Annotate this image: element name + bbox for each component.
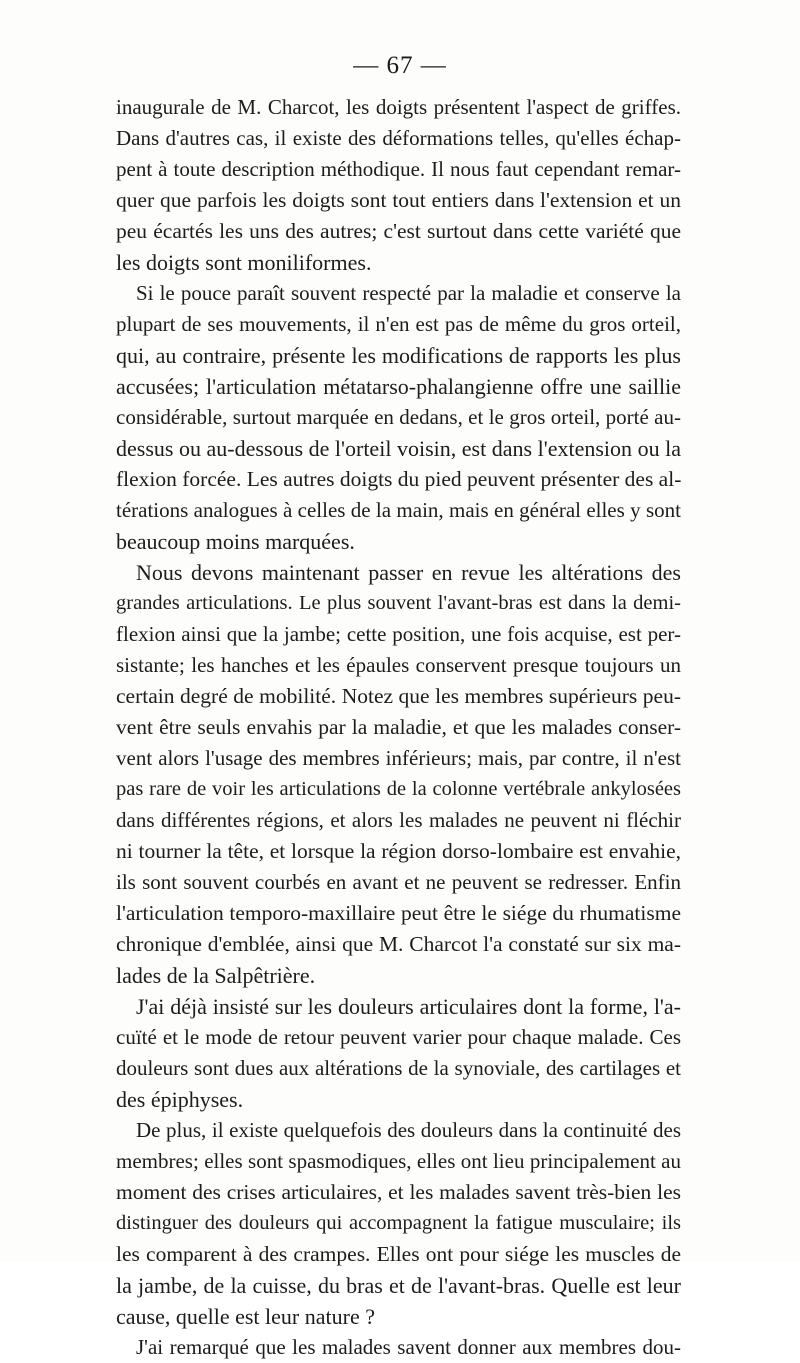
text-line: cause, quelle est leur nature ? xyxy=(116,1304,375,1329)
text-line: des épiphyses. xyxy=(116,1087,244,1112)
text-line: vent être seuls envahis par la maladie, et que les malades conser- xyxy=(116,715,681,739)
text-line: ni tourner la tête, et lorsque la région dorso-lombaire est envahie, xyxy=(116,839,681,863)
text-line: plupart de ses mouvements, il n'en est pas de même du gros orteil, xyxy=(116,312,681,336)
text-line: cuïté et le mode de retour peuvent varier pour chaque malade. Ces xyxy=(116,1025,681,1049)
text-line: vent alors l'usage des membres inférieurs; mais, par contre, il n'est xyxy=(116,746,681,770)
text-line: pent à toute description méthodique. Il nous faut cependant remar- xyxy=(116,157,681,181)
text-line: grandes articulations. Le plus souvent l'avant-bras est dans la demi- xyxy=(116,592,681,614)
text-line: flexion ainsi que la jambe; cette position, une fois acquise, est per- xyxy=(116,622,681,646)
text-line: ils sont souvent courbés en avant et ne peuvent se redresser. Enfin xyxy=(116,870,681,894)
text-line: peu écartés les uns des autres; c'est surtout dans cette variété que xyxy=(116,219,681,243)
text-line: certain degré de mobilité. Notez que les membres supérieurs peu- xyxy=(116,684,681,708)
text-line: flexion forcée. Les autres doigts du pied peuvent présenter des al- xyxy=(116,467,682,491)
text-line: chronique d'emblée, ainsi que M. Charcot l'a constaté sur six ma- xyxy=(116,932,681,956)
text-line: térations analogues à celles de la main, mais en général elles y sont xyxy=(116,498,681,522)
text-line: pas rare de voir les articulations de la colonne vertébrale ankylosées xyxy=(116,778,681,800)
text-line: J'ai remarqué que les malades savent donner aux membres dou- xyxy=(136,1335,681,1359)
text-line: considérable, surtout marquée en dedans, et le gros orteil, porté au- xyxy=(116,405,681,429)
text-line: Dans d'autres cas, il existe des déformations telles, qu'elles échap- xyxy=(116,126,681,150)
text-line: sistante; les hanches et les épaules conservent presque toujours un xyxy=(116,653,681,677)
page-number: — 67 — xyxy=(353,52,447,79)
text-line: Nous devons maintenant passer en revue les altérations des xyxy=(136,560,681,585)
text-line: douleurs sont dues aux altérations de la synoviale, des cartilages et xyxy=(116,1056,681,1080)
text-line: Si le pouce paraît souvent respecté par la maladie et conserve la xyxy=(136,281,681,305)
text-line: la jambe, de la cuisse, du bras et de l'avant-bras. Quelle est leur xyxy=(116,1273,681,1298)
text-line: dessus ou au-dessous de l'orteil voisin, est dans l'extension ou la xyxy=(116,436,681,461)
text-line: qui, au contraire, présente les modifications de rapports les plus xyxy=(116,343,681,368)
text-line: accusées; l'articulation métatarso-phalangienne offre une saillie xyxy=(116,374,681,399)
text-line: moment des crises articulaires, et les malades savent très-bien les xyxy=(116,1180,681,1204)
text-line: les doigts sont moniliformes. xyxy=(116,250,372,275)
text-line: De plus, il existe quelquefois des douleurs dans la continuité des xyxy=(136,1118,681,1142)
text-line: inaugurale de M. Charcot, les doigts présentent l'aspect de griffes. xyxy=(116,95,681,119)
text-line: J'ai déjà insisté sur les douleurs articulaires dont la forme, l'a- xyxy=(136,994,681,1019)
text-line: membres; elles sont spasmodiques, elles ont lieu principalement au xyxy=(116,1149,681,1173)
text-line: beaucoup moins marquées. xyxy=(116,529,355,554)
text-line: dans différentes régions, et alors les malades ne peuvent ni fléchir xyxy=(116,808,681,832)
text-line: lades de la Salpêtrière. xyxy=(116,963,316,988)
text-line: quer que parfois les doigts sont tout entiers dans l'extension et un xyxy=(116,188,681,212)
text-line: l'articulation temporo-maxillaire peut être le siége du rhumatisme xyxy=(116,901,681,925)
text-line: les comparent à des crampes. Elles ont pour siége les muscles de xyxy=(116,1242,681,1266)
body-text xyxy=(116,92,681,1363)
text-line: distinguer des douleurs qui accompagnent la fatigue musculaire; ils xyxy=(116,1212,681,1234)
